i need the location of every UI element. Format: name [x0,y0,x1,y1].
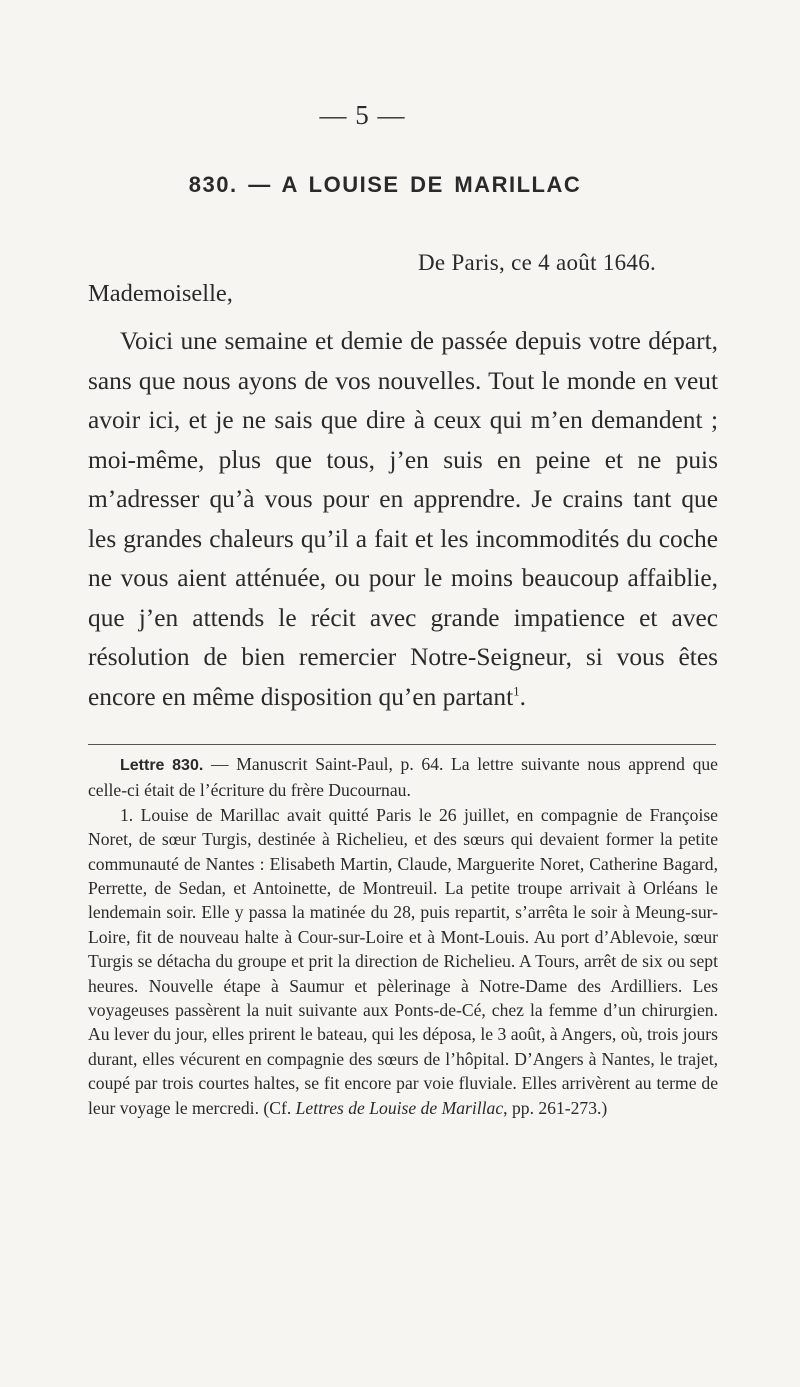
letter-body-end: . [519,682,527,711]
dateline: De Paris, ce 4 août 1646. [418,250,657,275]
footnote-lettre [88,752,718,803]
footnote-citation-close: , pp. 261-273.) [503,1097,608,1118]
footnote-lettre-text: — Manuscrit Saint-Paul, p. 64. La lettre suivante nous apprend que celle-ci était de l’écriture du frère Ducournau. [88,754,718,801]
footnote-citation-title: Lettres de Louise de Marillac [295,1097,504,1118]
footnote-1 [88,803,718,1120]
footnote-1-text: 1. Louise de Marillac avait quitté Paris le 26 juillet, en compagnie de Françoise Noret, de sœur Turgis, destinée à Richelieu, et des sœurs qui devaient former la petite communauté de Nantes : Elisabeth Martin, Claude, Marguerite Noret, Catherine Bagard, Perrette, de Sedan, et Antoinette, de Montreuil. La petite troupe arrivait à Orléans le lendemain soir. Elle y passa la matinée du 28, puis repartit, s’arrêta le soir à Meung-sur-Loire, fit de nouveau halte à Cour-sur-Loire et à Mont-Louis. Au port d’Ablevoie, sœur Turgis se détacha du groupe et prit la direction de Richelieu. A Tours, arrêt de six ou sept heures. Nouvelle étape à Saumur et pèlerinage à Notre-Dame des Ardilliers. Les voyageuses passèrent la nuit suivante aux Ponts-de-Cé, chez la femme d’un chirurgien. Au lever du jour, elles prirent le bateau, qui les déposa, le 3 août, à Angers, où, trois jours durant, elles vécurent en compagnie des sœurs de l’hôpital. D’Angers à Nantes, le trajet, coupé par trois courtes haltes, se fit encore par voie fluviale. Elles arrivèrent au terme de leur voyage le mercredi. [88,804,718,1118]
letter-body [88,322,718,717]
letter-heading: 830. — A LOUISE DE MARILLAC [188,172,582,197]
footnote-divider [88,744,716,745]
letter-body-text: Voici une semaine et demie de passée depuis votre départ, sans que nous ayons de vos nouvelles. Tout le monde en veut avoir ici, et je ne sais que dire à ceux qui m’en demandent ; moi-même, plus que tous, j’en suis en peine et ne puis m’adresser qu’à vous pour en apprendre. Je crains tant que les grandes chaleurs qu’il a fait et les incommodités du coche ne vous aient atténuée, ou pour le moins beaucoup affaiblie, que j’en attends le récit avec grande impatience et avec résolution de bien remercier Notre-Seigneur, si vous êtes encore en même disposition qu’en partant [88,327,718,711]
footnotes [88,752,718,1120]
footnote-lettre-label: Lettre 830. [120,757,204,774]
footnote-citation-open: (Cf. [263,1097,292,1118]
salutation: Mademoiselle, [88,280,233,307]
footnote-reference: 1 [513,683,520,699]
page-number: — 5 — [319,100,406,130]
